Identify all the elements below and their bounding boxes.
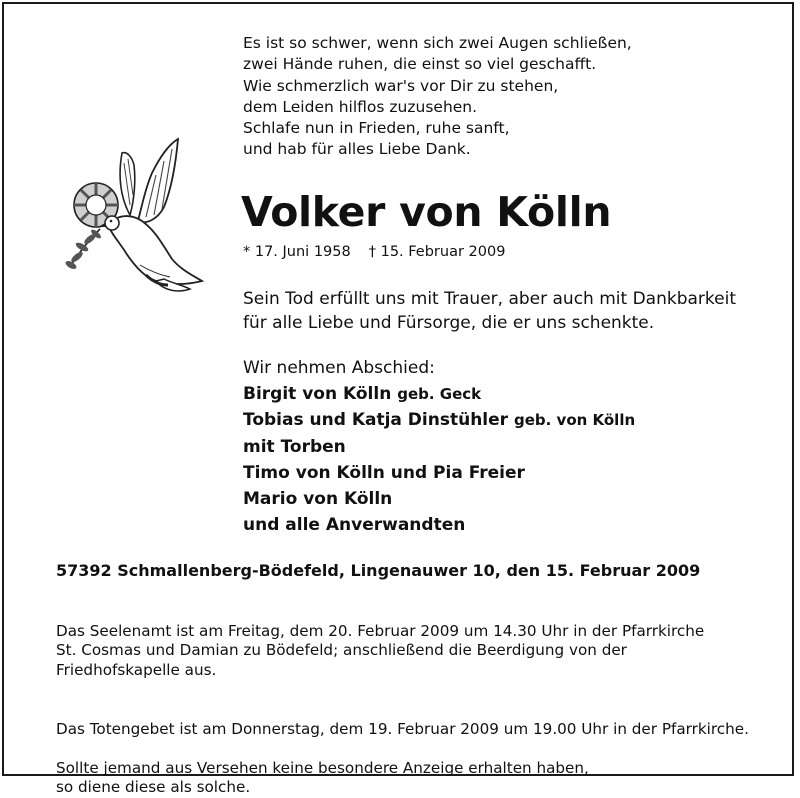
farewell-intro: Wir nehmen Abschied: (243, 358, 435, 378)
notes-line: Das Seelenamt ist am Freitag, dem 20. Februar 2009 um 14.30 Uhr in der Pfarrkirche (56, 621, 705, 640)
notes-line: so diene diese als solche. (56, 778, 251, 797)
poem-line: Schlafe nun in Frieden, ruhe sanft, (243, 119, 510, 138)
tribute (243, 288, 736, 335)
poem-line: Es ist so schwer, wenn sich zwei Augen schließen, (243, 34, 632, 52)
mourner (243, 486, 635, 512)
farewell (243, 355, 635, 538)
mourner-name: Tobias und Katja Dinstühler (243, 410, 509, 431)
mourner (243, 512, 635, 538)
mourner-name: Mario von Kölln (243, 489, 393, 510)
mourner (243, 407, 635, 433)
mourner-name: Timo von Kölln und Pia Freier (243, 462, 525, 483)
poem-line: zwei Hände ruhen, die einst so viel geschafft. (243, 55, 597, 74)
birth-date: * 17. Juni 1958 (243, 244, 351, 260)
address-line: 57392 Schmallenberg-Bödefeld, Lingenauwer 10, den 15. Februar 2009 (56, 561, 701, 580)
death-date: † 15. Februar 2009 (368, 244, 506, 260)
notes-line: Das Totengebet ist am Donnerstag, dem 19. Februar 2009 um 19.00 Uhr in der Pfarrkirche. (56, 719, 749, 738)
mourner (243, 381, 635, 407)
notes-line: St. Cosmas und Damian zu Bödefeld; anschließend die Beerdigung von der (56, 641, 627, 660)
mourner-name: Birgit von Kölln (243, 384, 392, 405)
dove-with-olive-branch-icon (60, 135, 205, 295)
mourner (243, 434, 635, 460)
notes-line: Friedhofskapelle aus. (56, 660, 217, 679)
deceased-name: Volker von Kölln (241, 188, 612, 236)
notes-line: Sollte jemand aus Versehen keine besondere Anzeige erhalten haben, (56, 758, 589, 777)
poem-line: Wie schmerzlich war's vor Dir zu stehen, (243, 76, 559, 95)
mourner-note: geb. von Kölln (513, 411, 636, 430)
poem (243, 33, 632, 161)
mourner (243, 460, 635, 486)
mourner-note: geb. Geck (397, 385, 482, 404)
mourner-name: und alle Anverwandten (243, 515, 466, 536)
tribute-line: für alle Liebe und Fürsorge, die er uns schenkte. (243, 312, 655, 333)
poem-line: und hab für alles Liebe Dank. (243, 140, 471, 159)
life-dates (243, 244, 505, 260)
poem-line: dem Leiden hilflos zuzusehen. (243, 97, 478, 116)
service-notes (56, 602, 749, 798)
mourner-name: mit Torben (243, 436, 346, 457)
tribute-line: Sein Tod erfüllt uns mit Trauer, aber auch mit Dankbarkeit (243, 289, 736, 309)
